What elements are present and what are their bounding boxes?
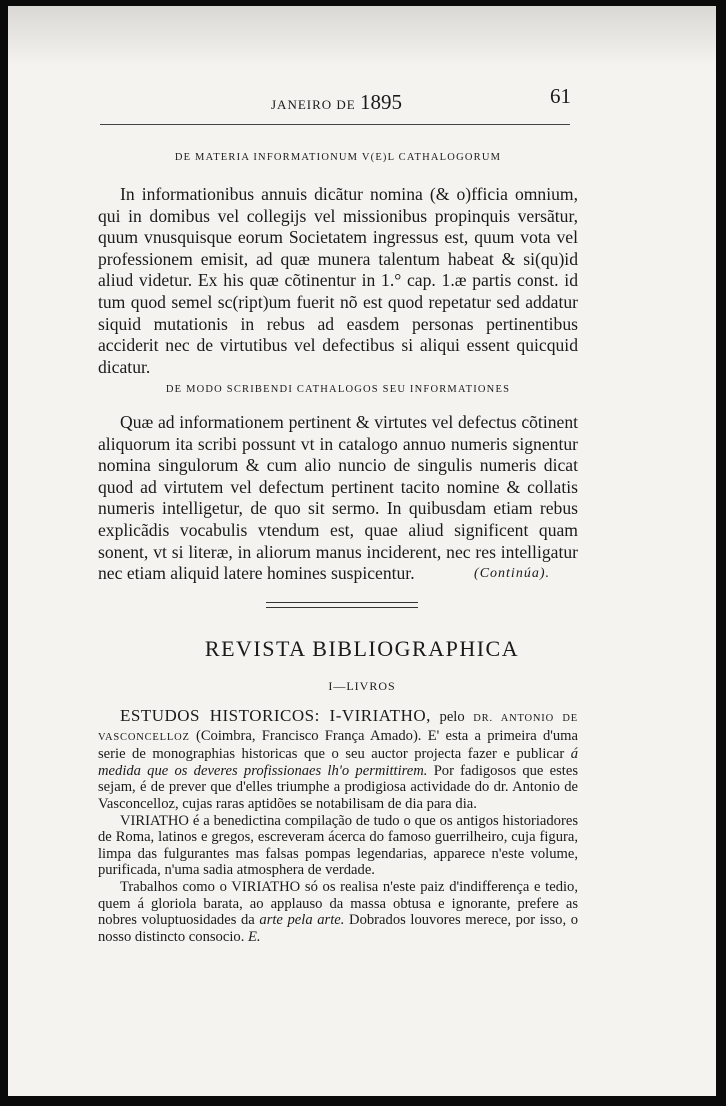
review-paragraph-1 (98, 708, 578, 813)
revista-title: REVISTA BIBLIOGRAPHICA (204, 636, 520, 661)
continua-note: (Continúa). (474, 566, 550, 582)
author-prefix: pelo (439, 709, 465, 725)
paragraph-modo (98, 412, 578, 585)
page-number: 61 (550, 84, 571, 108)
running-head-title (271, 90, 402, 115)
section-materia-body (98, 184, 578, 378)
running-head-month: JANEIRO DE (271, 97, 356, 112)
review-paragraph-3 (98, 879, 578, 945)
review-italic-1: á medida que os deveres profissionaes lh'o permittirem. (98, 746, 578, 779)
author-name: DR. ANTONIO DE VASCONCELLOZ (98, 713, 578, 743)
scan-shadow (8, 6, 716, 66)
review-text-3b: Dobrados louvores merece, por isso, o nosso distincto consocio. (98, 912, 578, 945)
section-modo-body (98, 412, 578, 585)
revista-subtitle: I—LIVROS (328, 679, 396, 693)
running-head (8, 82, 716, 112)
paragraph-modo-text: Quæ ad informationem pertinent & virtutes vel defectus cõtinent aliquorum ita scribi possunt vt in catalogo annuo numeris signentur nomina singulorum & cum alio nuncio de singulis numeris dicat quod ad virtutem vel defectum pertinent tacito nomine & collatis numeris intelligetur, de quo sit sermo. In quibusdam etiam rebus explicãdis vocabulis vtendum est, quae aliud significent quam sonent, vt si literæ, in aliorum manus inciderent, nec res intelligatur nec etiam aliquid latere homines suspicentur. (98, 412, 578, 584)
book-title: ESTUDOS HISTORICOS: I-VIRIATHO, (120, 706, 431, 725)
section-materia (98, 152, 578, 163)
section-separator (266, 602, 418, 608)
review-italic-3: arte pela arte. (259, 912, 345, 929)
review-paragraph-2: VIRIATHO é a benedictina compilação de tudo o que os antigos historiadores de Roma, latinos e gregos, escreveram ácerca do famoso guerrilheiro, cuja figura, limpa das fulgurantes mas falsas pompas legendarias, apparece n'este volume, purificada, n'uma sadia atmosphera de verdade. (98, 812, 578, 879)
running-head-year: 1895 (360, 90, 402, 114)
header-rule (100, 124, 570, 125)
review-text-1a: (Coimbra, Francisco França Amado). E' esta a primeira d'uma serie de monographias historicas que o seu auctor projecta fazer e publicar (98, 727, 578, 763)
section-heading-modo: DE MODO SCRIBENDI CATHALOGOS SEU INFORMATIONES (165, 384, 511, 395)
page (8, 6, 716, 1096)
revista-body (98, 708, 578, 945)
section-modo (98, 384, 578, 395)
paragraph-materia: In informationibus annuis dicãtur nomina (& o)fficia omnium, qui in domibus vel collegijs vel missionibus propinquis versãtur, quum vnusquisque eorum Societatem ingressus est, quum vota vel professionem emisit, ad quæ munera talentum habeat & si(qu)id aliud videtur. Ex his quæ cõtinentur in 1.° cap. 1.æ partis const. id tum quod semel sc(ript)um fuerit nõ est quod repetatur sed addatur siquid mutationis in rebus ad easdem personas pertinentibus acciderit nec de virtutibus vel defectibus si aliqui essent quicquid dicatur. (98, 184, 578, 377)
review-text-1b: Por fadigosos que estes sejam, é de prever que d'elles triumphe a prodigiosa actividade do dr. Antonio de Vasconcelloz, cujas raras aptidões se notabilisam de dia para dia. (98, 762, 578, 812)
review-text-3a: Trabalhos como o VIRIATHO só os realisa n'este paiz d'indifferença e tedio, quem á gloriola barata, ao applauso da massa obtusa e ignorante, prefere as nobres voluptuosidades da (98, 878, 578, 929)
review-signature: E. (248, 928, 261, 945)
section-heading-materia: DE MATERIA INFORMATIONUM V(E)L CATHALOGORUM (174, 152, 502, 163)
